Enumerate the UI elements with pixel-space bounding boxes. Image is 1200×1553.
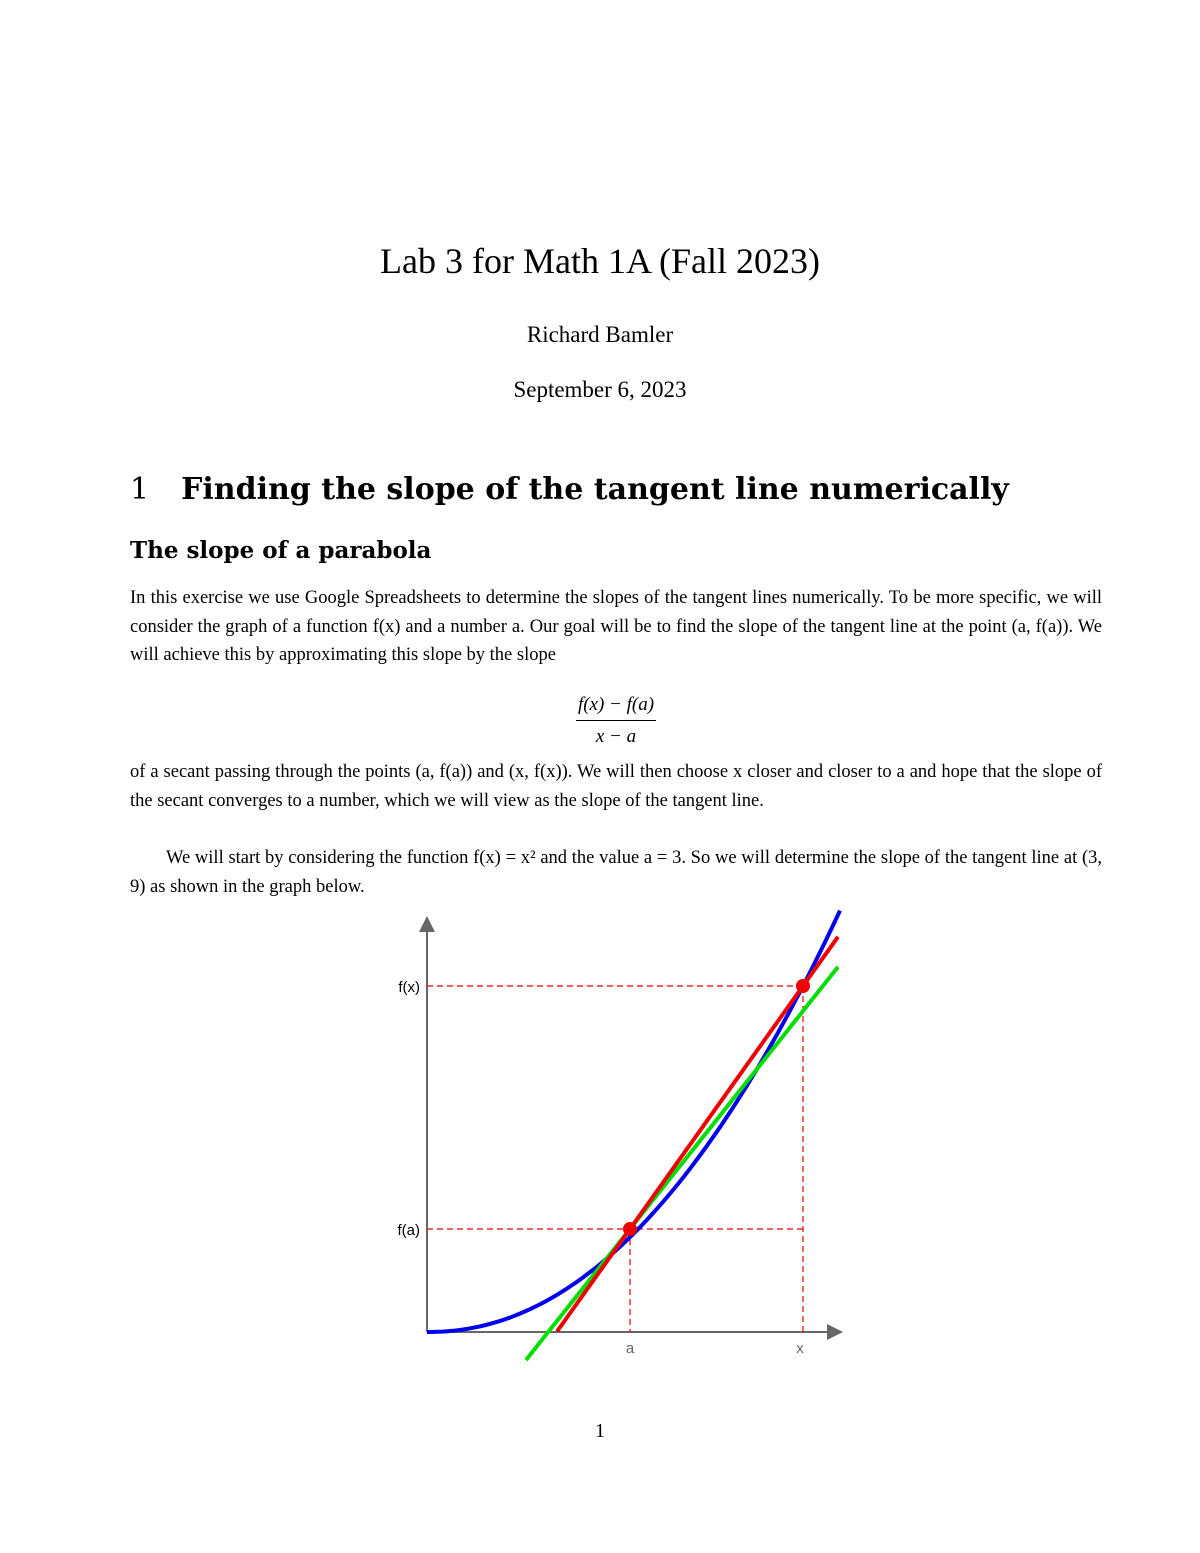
label-x: x: [796, 1340, 804, 1357]
section-heading: [130, 472, 1009, 507]
fraction-numerator: f(x) − f(a): [576, 694, 656, 721]
secant-tangent-figure: [380, 908, 850, 1368]
label-fa: f(a): [397, 1222, 420, 1239]
secant-line: [557, 937, 838, 1332]
paragraph-example: [130, 844, 1102, 901]
section-title: Finding the slope of the tangent line numerically: [181, 472, 1009, 507]
paragraph-example-text: We will start by considering the function f(x) = x² and the value a = 3. So we will determine the slope of the tangent line at (3, 9) as shown in the graph below.: [130, 848, 1102, 897]
paragraph-secant: of a secant passing through the points (a, f(a)) and (x, f(x)). We will then choose x closer and closer to a and hope that the slope of the secant converges to a number, which we will view as the slope of the tangent line.: [130, 762, 1102, 811]
paragraph-intro: In this exercise we use Google Spreadsheets to determine the slopes of the tangent lines numerically. To be more specific, we will consider the graph of a function f(x) and a number a. Our goal will be to find the slope of the tangent line at the point (a, f(a)). We will achieve this by approximating this slope by the slope: [130, 588, 1102, 666]
page-number: 1: [595, 1420, 605, 1442]
author: Richard Bamler: [526, 322, 674, 347]
label-fx: f(x): [398, 979, 420, 996]
document-title: Lab 3 for Math 1A (Fall 2023): [380, 241, 820, 281]
subsection-heading: The slope of a parabola: [130, 537, 432, 564]
parabola-curve: [427, 911, 840, 1332]
date: September 6, 2023: [513, 377, 687, 402]
section-number: 1: [130, 472, 150, 507]
label-a: a: [625, 1340, 635, 1357]
secant-slope-fraction: [0, 694, 1200, 748]
tangent-line: [526, 967, 838, 1360]
point-a: [623, 1222, 637, 1236]
fraction-denominator: x − a: [595, 726, 637, 747]
point-x: [796, 979, 810, 993]
